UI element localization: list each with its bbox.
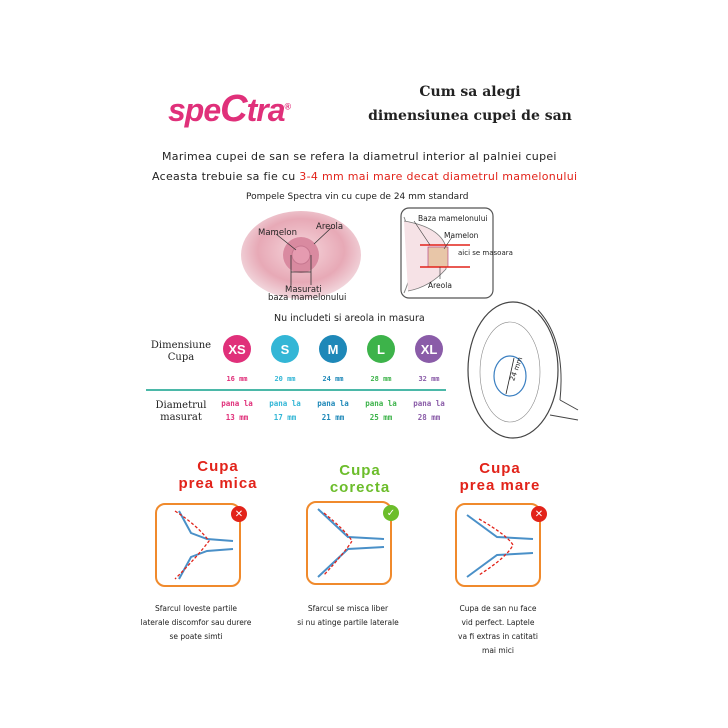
check-circle-icon: ✓ xyxy=(383,505,399,521)
size-l-mm: 28 mm xyxy=(370,375,392,383)
desc-line: Sfarcul se misca liber xyxy=(307,604,389,613)
intro-highlight: 3-4 mm mai mare decat diametrul mamelonului xyxy=(299,170,578,183)
size-l-badge: L xyxy=(367,335,395,363)
row-label-diameter xyxy=(146,400,216,424)
fit-desc-small xyxy=(126,602,266,644)
size-xs-mm: 16 mm xyxy=(226,375,248,383)
range-from: pana la xyxy=(365,399,397,408)
fit-title-correct xyxy=(290,462,430,496)
size-s-mm: 20 mm xyxy=(274,375,296,383)
fit-card-small xyxy=(155,503,241,587)
title-line-1: Cum sa alegi xyxy=(419,84,521,100)
title-line-2: dimensiunea cupei de san xyxy=(368,108,572,124)
size-xl-range xyxy=(406,397,452,425)
row-label-line: masurat xyxy=(160,412,202,423)
note-text: Nu includeti si areola in masura xyxy=(274,313,425,324)
desc-line: va fi extras in catitati xyxy=(458,632,538,641)
size-xs-range xyxy=(214,397,260,425)
logo-part: spe xyxy=(168,92,221,128)
fit-title-line: Cupa xyxy=(479,460,521,477)
desc-line: se poate simti xyxy=(169,632,223,641)
range-to: 21 mm xyxy=(321,413,345,422)
fit-title-line: prea mica xyxy=(178,475,258,492)
size-m-range xyxy=(310,397,356,425)
x-circle-icon: ✕ xyxy=(231,506,247,522)
range-from: pana la xyxy=(269,399,301,408)
label-mamelon: Mamelon xyxy=(258,228,298,238)
nipple-side-shape xyxy=(428,247,448,267)
fit-correct-diagram xyxy=(308,503,390,583)
page-title xyxy=(350,84,590,124)
label-side-areola: Areola xyxy=(428,281,452,290)
intro-line-1: Marimea cupei de san se refera la diametrul interior al palniei cupei xyxy=(162,150,557,163)
fit-title-line: corecta xyxy=(329,479,391,496)
flange-size-label: 24 mm xyxy=(508,355,525,383)
intro-line-2 xyxy=(152,170,577,183)
desc-line: Sfarcul loveste partile xyxy=(155,604,237,613)
row-label-size xyxy=(146,340,216,364)
logo-mark: ® xyxy=(284,101,291,112)
row-label-line: Dimensiune xyxy=(150,340,212,351)
range-from: pana la xyxy=(221,399,253,408)
range-to: 13 mm xyxy=(225,413,249,422)
fit-card-correct xyxy=(306,501,392,585)
size-l-range xyxy=(358,397,404,425)
fit-title-line: Cupa xyxy=(197,458,239,475)
desc-line: laterale discomfor sau durere xyxy=(140,618,252,627)
logo-part: C xyxy=(220,88,247,130)
desc-line: vid perfect. Laptele xyxy=(461,618,535,627)
fit-desc-large xyxy=(428,602,568,658)
intro-line-3: Pompele Spectra vin cu cupe de 24 mm standard xyxy=(246,192,469,202)
fit-title-line: prea mare xyxy=(459,477,541,494)
range-from: pana la xyxy=(413,399,445,408)
fit-large-diagram xyxy=(457,505,539,585)
spectra-logo xyxy=(168,88,290,131)
table-divider xyxy=(146,389,446,391)
size-xs-badge: XS xyxy=(223,335,251,363)
fit-small-diagram xyxy=(157,505,239,585)
size-s-badge: S xyxy=(271,335,299,363)
row-label-line: Cupa xyxy=(167,352,195,363)
intro-text: Aceasta trebuie sa fie cu xyxy=(152,170,300,183)
size-m-mm: 24 mm xyxy=(322,375,344,383)
desc-line: Cupa de san nu face xyxy=(459,604,537,613)
label-measure-2: baza mamelonului xyxy=(268,293,347,303)
size-s-range xyxy=(262,397,308,425)
fit-title-line: Cupa xyxy=(339,462,381,479)
fit-card-large xyxy=(455,503,541,587)
size-m-badge: M xyxy=(319,335,347,363)
label-measure-1: Masurati xyxy=(285,285,322,295)
x-circle-icon: ✕ xyxy=(531,506,547,522)
logo-part: tra xyxy=(246,92,285,128)
label-areola: Areola xyxy=(316,222,344,232)
size-xl-badge: XL xyxy=(415,335,443,363)
size-xl-mm: 32 mm xyxy=(418,375,440,383)
fit-title-large xyxy=(430,460,570,494)
range-to: 17 mm xyxy=(273,413,297,422)
label-here: aici se masoara xyxy=(458,249,513,257)
desc-line: mai mici xyxy=(482,646,514,655)
label-base: Baza mamelonului xyxy=(418,214,488,223)
fit-desc-correct xyxy=(278,602,418,630)
row-label-line: Diametrul xyxy=(155,400,207,411)
range-to: 28 mm xyxy=(417,413,441,422)
range-from: pana la xyxy=(317,399,349,408)
fit-title-small xyxy=(148,458,288,492)
range-to: 25 mm xyxy=(369,413,393,422)
desc-line: si nu atinge partile laterale xyxy=(297,618,399,627)
label-side-mamelon: Mamelon xyxy=(444,231,479,240)
